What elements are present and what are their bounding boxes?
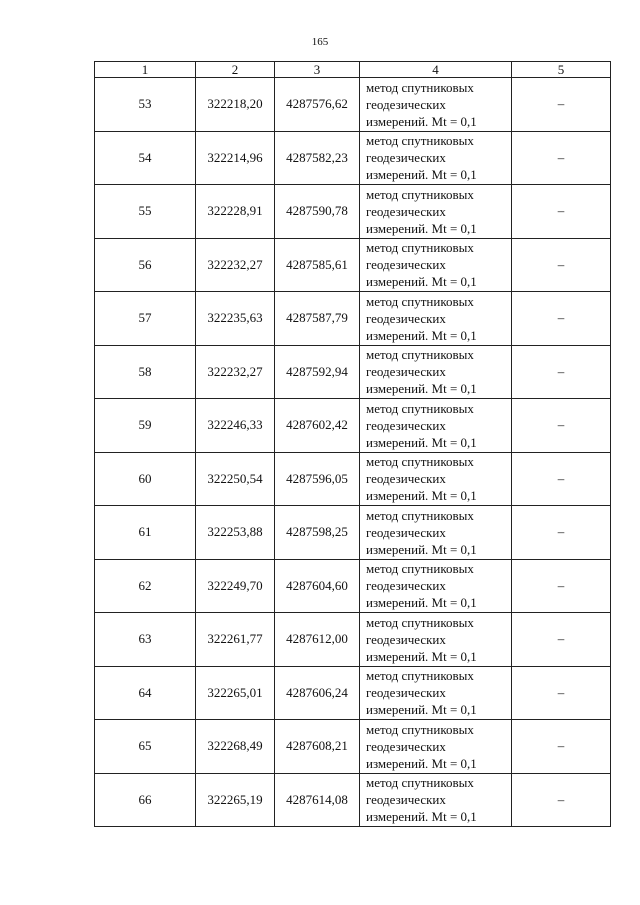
point-number-cell: 63 — [95, 613, 196, 667]
note-cell: – — [512, 185, 611, 239]
method-line: метод спутниковых — [366, 614, 474, 630]
method-line: геодезических — [366, 150, 446, 166]
point-number-cell: 53 — [95, 78, 196, 132]
column-header-2: 2 — [196, 62, 275, 78]
header-row — [95, 62, 611, 78]
table-row — [95, 613, 611, 667]
method-line: измерений. Mt = 0,1 — [366, 220, 477, 236]
point-number-cell: 65 — [95, 720, 196, 774]
y-coordinate-cell: 4287614,08 — [275, 773, 360, 827]
method-line: измерений. Mt = 0,1 — [366, 381, 477, 397]
x-coordinate-cell: 322261,77 — [196, 613, 275, 667]
method-cell — [360, 613, 512, 667]
point-number-cell: 58 — [95, 345, 196, 399]
table-header — [95, 62, 611, 78]
table-row — [95, 773, 611, 827]
x-coordinate-cell: 322268,49 — [196, 720, 275, 774]
note-cell: – — [512, 78, 611, 132]
method-line: метод спутниковых — [366, 668, 474, 684]
table-row — [95, 559, 611, 613]
method-line: метод спутниковых — [366, 240, 474, 256]
method-cell — [360, 506, 512, 560]
y-coordinate-cell: 4287582,23 — [275, 131, 360, 185]
method-line: геодезических — [366, 417, 446, 433]
point-number-cell: 66 — [95, 773, 196, 827]
y-coordinate-cell: 4287587,79 — [275, 292, 360, 346]
method-line: измерений. Mt = 0,1 — [366, 113, 477, 129]
note-cell: – — [512, 131, 611, 185]
method-line: геодезических — [366, 203, 446, 219]
table-row — [95, 238, 611, 292]
method-cell — [360, 720, 512, 774]
method-cell — [360, 559, 512, 613]
x-coordinate-cell: 322265,19 — [196, 773, 275, 827]
note-cell: – — [512, 452, 611, 506]
table-row — [95, 131, 611, 185]
column-header-5: 5 — [512, 62, 611, 78]
method-line: геодезических — [366, 524, 446, 540]
point-number-cell: 54 — [95, 131, 196, 185]
table-row — [95, 720, 611, 774]
note-cell: – — [512, 399, 611, 453]
method-line: измерений. Mt = 0,1 — [366, 541, 477, 557]
method-line: измерений. Mt = 0,1 — [366, 809, 477, 825]
y-coordinate-cell: 4287612,00 — [275, 613, 360, 667]
method-line: метод спутниковых — [366, 347, 474, 363]
note-cell: – — [512, 292, 611, 346]
method-cell — [360, 185, 512, 239]
x-coordinate-cell: 322218,20 — [196, 78, 275, 132]
column-header-1: 1 — [95, 62, 196, 78]
point-number-cell: 64 — [95, 666, 196, 720]
note-cell: – — [512, 345, 611, 399]
x-coordinate-cell: 322250,54 — [196, 452, 275, 506]
column-header-3: 3 — [275, 62, 360, 78]
point-number-cell: 59 — [95, 399, 196, 453]
x-coordinate-cell: 322232,27 — [196, 238, 275, 292]
y-coordinate-cell: 4287585,61 — [275, 238, 360, 292]
note-cell: – — [512, 613, 611, 667]
table-row — [95, 666, 611, 720]
method-cell — [360, 399, 512, 453]
method-line: метод спутниковых — [366, 561, 474, 577]
method-line: метод спутниковых — [366, 775, 474, 791]
method-cell — [360, 131, 512, 185]
method-cell — [360, 78, 512, 132]
method-line: измерений. Mt = 0,1 — [366, 488, 477, 504]
method-line: геодезических — [366, 685, 446, 701]
method-cell — [360, 292, 512, 346]
y-coordinate-cell: 4287592,94 — [275, 345, 360, 399]
x-coordinate-cell: 322265,01 — [196, 666, 275, 720]
note-cell: – — [512, 506, 611, 560]
method-line: метод спутниковых — [366, 400, 474, 416]
note-cell: – — [512, 720, 611, 774]
y-coordinate-cell: 4287596,05 — [275, 452, 360, 506]
method-line: метод спутниковых — [366, 454, 474, 470]
method-line: измерений. Mt = 0,1 — [366, 274, 477, 290]
point-number-cell: 62 — [95, 559, 196, 613]
table-body — [95, 78, 611, 827]
y-coordinate-cell: 4287576,62 — [275, 78, 360, 132]
method-line: измерений. Mt = 0,1 — [366, 434, 477, 450]
y-coordinate-cell: 4287602,42 — [275, 399, 360, 453]
point-number-cell: 57 — [95, 292, 196, 346]
table-row — [95, 185, 611, 239]
y-coordinate-cell: 4287606,24 — [275, 666, 360, 720]
note-cell: – — [512, 559, 611, 613]
method-cell — [360, 345, 512, 399]
table-row — [95, 399, 611, 453]
x-coordinate-cell: 322232,27 — [196, 345, 275, 399]
column-header-4: 4 — [360, 62, 512, 78]
note-cell: – — [512, 773, 611, 827]
method-line: метод спутниковых — [366, 79, 474, 95]
method-line: геодезических — [366, 578, 446, 594]
method-line: геодезических — [366, 631, 446, 647]
y-coordinate-cell: 4287590,78 — [275, 185, 360, 239]
point-number-cell: 61 — [95, 506, 196, 560]
point-number-cell: 60 — [95, 452, 196, 506]
method-line: геодезических — [366, 310, 446, 326]
table-row — [95, 506, 611, 560]
note-cell: – — [512, 238, 611, 292]
page-number: 165 — [311, 36, 329, 48]
method-line: геодезических — [366, 792, 446, 808]
method-cell — [360, 773, 512, 827]
y-coordinate-cell: 4287608,21 — [275, 720, 360, 774]
method-line: измерений. Mt = 0,1 — [366, 755, 477, 771]
method-line: геодезических — [366, 257, 446, 273]
method-cell — [360, 238, 512, 292]
y-coordinate-cell: 4287598,25 — [275, 506, 360, 560]
table-row — [95, 452, 611, 506]
table-row — [95, 345, 611, 399]
table-row — [95, 78, 611, 132]
method-line: измерений. Mt = 0,1 — [366, 648, 477, 664]
method-cell — [360, 666, 512, 720]
method-cell — [360, 452, 512, 506]
x-coordinate-cell: 322253,88 — [196, 506, 275, 560]
table-row — [95, 292, 611, 346]
x-coordinate-cell: 322214,96 — [196, 131, 275, 185]
y-coordinate-cell: 4287604,60 — [275, 559, 360, 613]
method-line: метод спутниковых — [366, 293, 474, 309]
method-line: метод спутниковых — [366, 507, 474, 523]
method-line: геодезических — [366, 738, 446, 754]
method-line: геодезических — [366, 471, 446, 487]
method-line: геодезических — [366, 364, 446, 380]
method-line: метод спутниковых — [366, 186, 474, 202]
coordinates-table — [94, 61, 611, 827]
point-number-cell: 55 — [95, 185, 196, 239]
method-line: измерений. Mt = 0,1 — [366, 167, 477, 183]
method-line: измерений. Mt = 0,1 — [366, 327, 477, 343]
x-coordinate-cell: 322228,91 — [196, 185, 275, 239]
method-line: измерений. Mt = 0,1 — [366, 702, 477, 718]
method-line: метод спутниковых — [366, 133, 474, 149]
method-line: метод спутниковых — [366, 721, 474, 737]
note-cell: – — [512, 666, 611, 720]
method-line: измерений. Mt = 0,1 — [366, 595, 477, 611]
x-coordinate-cell: 322235,63 — [196, 292, 275, 346]
method-line: геодезических — [366, 96, 446, 112]
x-coordinate-cell: 322249,70 — [196, 559, 275, 613]
x-coordinate-cell: 322246,33 — [196, 399, 275, 453]
point-number-cell: 56 — [95, 238, 196, 292]
